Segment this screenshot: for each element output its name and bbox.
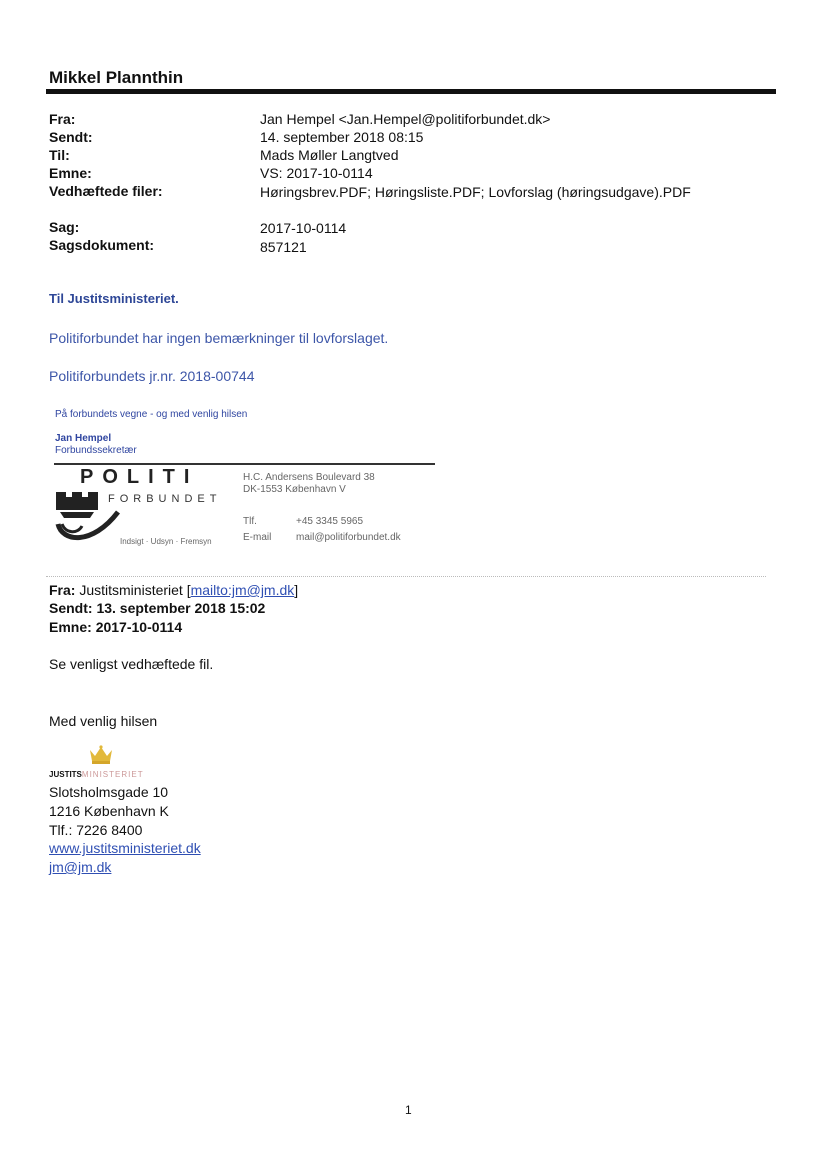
ministry-web-link[interactable]: www.justitsministeriet.dk: [49, 840, 201, 856]
ministry-logo-bold: JUSTITS: [49, 770, 82, 779]
fwd-from-close: ]: [294, 582, 299, 598]
subject-label: Emne:: [49, 165, 92, 181]
subject-value: VS: 2017-10-0114: [260, 165, 373, 181]
ministry-street: Slotsholmsgade 10: [49, 784, 169, 800]
fwd-from-label: Fra:: [49, 582, 76, 598]
to-value: Mads Møller Langtved: [260, 147, 399, 163]
ministry-logo-text: [49, 770, 144, 779]
to-label: Til:: [49, 147, 70, 163]
ministry-logo-light: MINISTERIET: [81, 770, 144, 779]
politi-logo-text: POLITI: [80, 466, 199, 488]
fwd-subject-line: [49, 619, 182, 635]
crown-icon: [88, 744, 114, 766]
phone-value: +45 3345 5965: [296, 516, 364, 527]
forbundet-logo-text: FORBUNDET: [108, 493, 222, 505]
fwd-body: Se venligst vedhæftede fil.: [49, 656, 214, 672]
fwd-sent-value: 13. september 2018 15:02: [96, 600, 266, 616]
fwd-subject-label: Emne:: [49, 619, 92, 635]
casedoc-value: 857121: [260, 239, 307, 255]
attachments-label: Vedhæftede filer:: [49, 183, 163, 199]
politi-motto: Indsigt · Udsyn · Fremsyn: [120, 537, 212, 546]
page-number: 1: [405, 1103, 412, 1117]
casedoc-label: Sagsdokument:: [49, 237, 155, 253]
header-rule: [46, 89, 776, 94]
case-value: 2017-10-0114: [260, 220, 347, 236]
fwd-closing: Med venlig hilsen: [49, 713, 158, 729]
sent-label: Sendt:: [49, 129, 93, 145]
body-line-1: Politiforbundet har ingen bemærkninger til lovforslaget.: [49, 330, 389, 346]
signature-rule: [54, 463, 435, 465]
fwd-sent-label: Sendt:: [49, 600, 93, 616]
signature-title: Forbundssekretær: [55, 445, 137, 456]
owner-name: Mikkel Plannthin: [49, 68, 184, 87]
address-line-2: DK-1553 København V: [243, 484, 346, 495]
ministry-phone: Tlf.: 7226 8400: [49, 822, 143, 838]
from-value: Jan Hempel <Jan.Hempel@politiforbundet.dk>: [260, 111, 551, 127]
separator: [46, 576, 766, 577]
attachments-value: Høringsbrev.PDF; Høringsliste.PDF; Lovforslag (høringsudgave).PDF: [260, 184, 691, 200]
fwd-subject-value: 2017-10-0114: [95, 619, 183, 635]
email-value: mail@politiforbundet.dk: [296, 532, 401, 543]
fwd-sent-line: [49, 600, 265, 616]
from-label: Fra:: [49, 111, 76, 127]
address-line-1: H.C. Andersens Boulevard 38: [243, 472, 375, 483]
sent-value: 14. september 2018 08:15: [260, 129, 424, 145]
salutation: Til Justitsministeriet.: [49, 291, 179, 306]
phone-label: Tlf.: [243, 516, 257, 527]
email-label: E-mail: [243, 532, 272, 543]
ministry-city: 1216 København K: [49, 803, 169, 819]
body-line-2: Politiforbundets jr.nr. 2018-00744: [49, 368, 255, 384]
case-label: Sag:: [49, 219, 80, 235]
signature-name: Jan Hempel: [55, 433, 112, 444]
politiforbundet-emblem-icon: [52, 490, 122, 550]
signature-greeting: På forbundets vegne - og med venlig hilsen: [55, 409, 248, 420]
fwd-mailto-link[interactable]: mailto:jm@jm.dk: [190, 582, 295, 598]
ministry-email-link[interactable]: jm@jm.dk: [49, 859, 112, 875]
fwd-from-value: Justitsministeriet [: [79, 582, 191, 598]
fwd-from-line: [49, 582, 298, 598]
